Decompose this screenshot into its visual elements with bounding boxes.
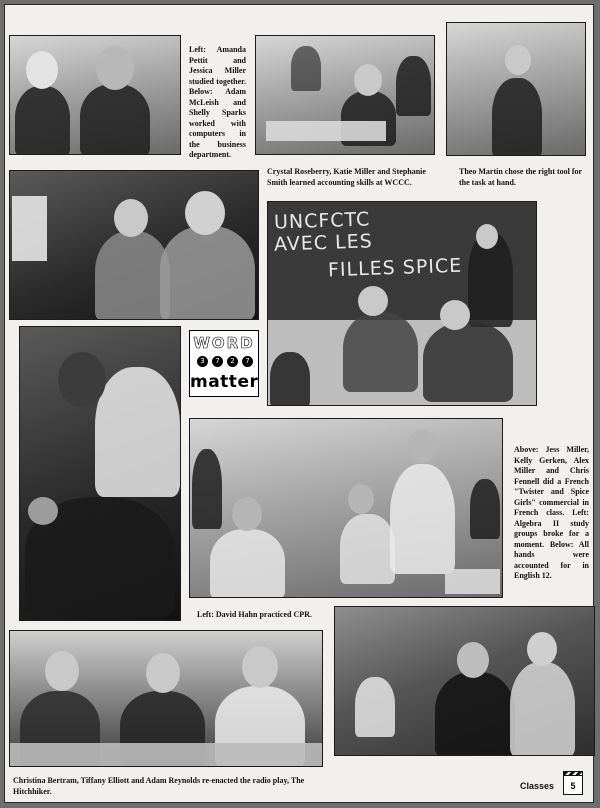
caption-theo: Theo Martin chose the right tool for the task at hand. [459,167,582,187]
page-number: 5 [563,775,583,795]
logo-digit-4: 7 [242,356,253,367]
logo-digit-row [195,356,253,368]
chalk-line-1: UNCFCTC [273,208,371,234]
caption-radio: Christina Bertram, Tiffany Elliott and Adam Reynolds re-enacted the radio play, The Hitchhiker. [13,776,305,796]
logo-digit-1: 3 [197,356,208,367]
chalk-line-3: FILLES SPICE [327,254,463,282]
section-label: Classes [520,781,555,791]
photo-cpr [19,326,181,621]
logo-digit-2: 7 [212,356,223,367]
photo-accounting [255,35,435,155]
photo-algebra-study [189,418,503,598]
photo-girls-studying [9,35,181,155]
photo-theo-martin [446,22,586,156]
chalk-line-2: AVEC LES [273,230,374,256]
photo-radio-play [9,630,323,767]
logo-digit-3: 2 [227,356,238,367]
photo-english-12 [334,606,595,756]
caption-accounting: Crystal Roseberry, Katie Miller and Stephanie Smith learned accounting skills at WCCC. [267,167,426,187]
caption-top-left: Left: Amanda Pettit and Jessica Miller studied together. Below: Adam McLeish and Shelly Sparks worked with computers in the business department. [189,45,246,159]
yearbook-page [4,4,594,803]
logo-word: matter [190,372,259,392]
word-matter-logo [189,330,259,397]
caption-french: Above: Jess Miller, Kelly Gerken, Alex Miller and Chris Fennell did a French "Twister and Spice Girls" commercial in French class. Left: Algebra II study groups broke for a moment. Below: All hands were accounted for in English 12. [514,445,589,580]
photo-french-chalkboard [267,201,537,406]
caption-cpr: Left: David Hahn practiced CPR. [197,610,312,619]
photo-computers [9,170,259,320]
logo-top-text: WORD [193,334,255,352]
